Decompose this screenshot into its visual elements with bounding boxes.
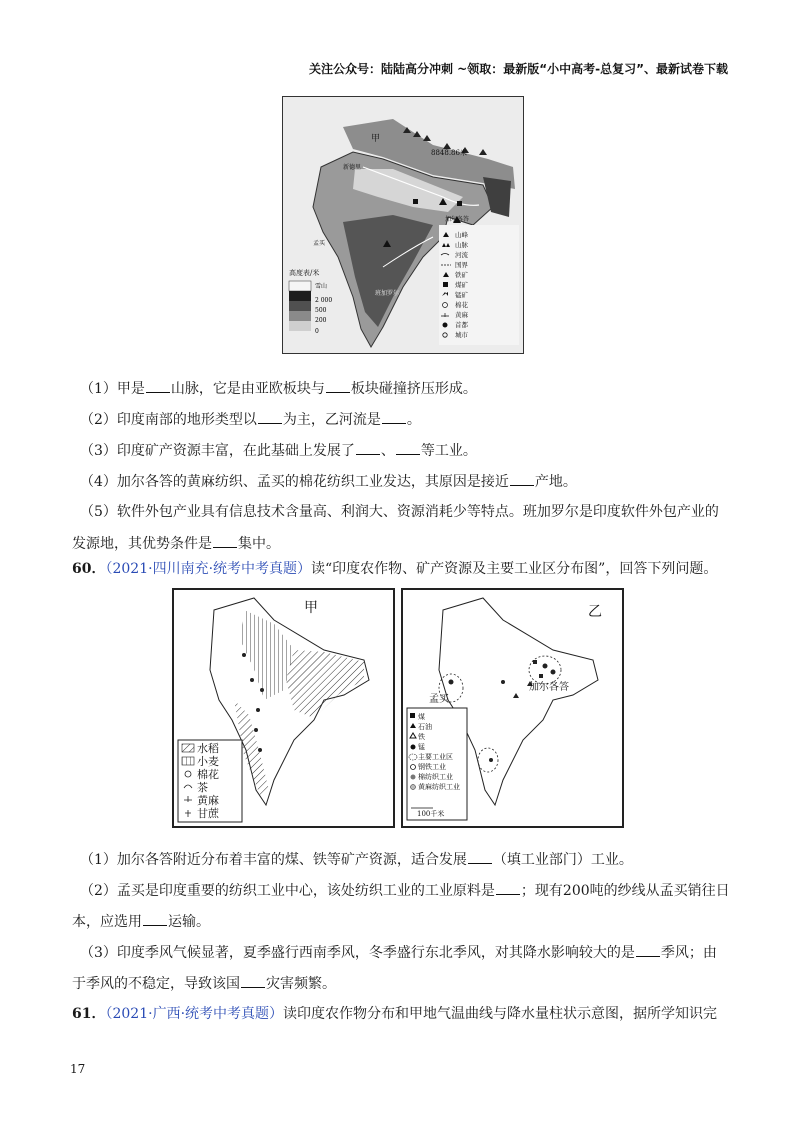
india-terrain-map-svg bbox=[283, 97, 523, 353]
label-jia: 甲 bbox=[371, 134, 381, 144]
svg-text:0: 0 bbox=[315, 328, 319, 335]
symbol-legend bbox=[439, 225, 519, 345]
question-59-5-line2: 发源地，其优势条件是 集中。 bbox=[72, 533, 280, 554]
label-delhi: 新德里 bbox=[343, 164, 362, 171]
crops-map-title: 甲 bbox=[304, 600, 318, 616]
svg-text:城市: 城市 bbox=[455, 331, 468, 339]
answer-blank[interactable] bbox=[326, 378, 350, 393]
svg-text:主要工业区: 主要工业区 bbox=[418, 753, 453, 761]
svg-text:山脉: 山脉 bbox=[455, 241, 468, 249]
svg-text:500: 500 bbox=[315, 307, 327, 314]
question-60-heading: 60．（2021·四川南充·统考中考真题）读“印度农作物、矿产资源及主要工业区分布图”，回答下列问题。 bbox=[72, 561, 718, 577]
question-source: （2021·广西·统考中考真题） bbox=[105, 1006, 284, 1022]
answer-blank[interactable] bbox=[146, 378, 170, 393]
svg-text:黄麻: 黄麻 bbox=[455, 311, 468, 319]
svg-text:山峰: 山峰 bbox=[455, 231, 468, 239]
label-kolkata: 加尔各答 bbox=[445, 216, 470, 223]
label-mumbai: 孟买 bbox=[429, 694, 449, 705]
svg-text:国界: 国界 bbox=[455, 261, 468, 269]
svg-text:雪山: 雪山 bbox=[315, 283, 328, 290]
svg-text:铁矿: 铁矿 bbox=[455, 271, 468, 279]
svg-text:石油: 石油 bbox=[418, 723, 432, 731]
label-kolkata: 加尔各答 bbox=[529, 682, 569, 693]
question-59-4: （4）加尔各答的黄麻纺织、孟买的棉花纺织工业发达，其原因是接近 产地。 bbox=[80, 471, 577, 492]
svg-text:首都: 首都 bbox=[455, 321, 468, 329]
svg-text:锰: 锰 bbox=[418, 743, 425, 751]
answer-blank[interactable] bbox=[258, 409, 282, 424]
answer-blank[interactable] bbox=[468, 849, 492, 864]
question-59-5-line1: （5）软件外包产业具有信息技术含量高、利润大、资源消耗少等特点。班加罗尔是印度软件外包产业的 bbox=[80, 504, 719, 520]
svg-text:甘蔗: 甘蔗 bbox=[197, 807, 219, 820]
svg-text:棉花: 棉花 bbox=[197, 768, 219, 781]
question-60-3-line1: （3）印度季风气候显著，夏季盛行西南季风，冬季盛行东北季风，对其降水影响较大的是 季风；由 bbox=[80, 942, 717, 963]
label-peak: 8848.86米 bbox=[431, 149, 467, 157]
question-source: （2021·四川南充·统考中考真题） bbox=[105, 561, 312, 577]
svg-text:锰矿: 锰矿 bbox=[455, 291, 468, 299]
question-59-3: （3）印度矿产资源丰富，在此基础上发展了 、 等工业。 bbox=[80, 440, 477, 461]
svg-text:200: 200 bbox=[315, 317, 327, 324]
question-59-2: （2）印度南部的地形类型以 为主，乙河流是 。 bbox=[80, 409, 421, 430]
svg-text:铁: 铁 bbox=[418, 733, 425, 741]
answer-blank[interactable] bbox=[636, 942, 660, 957]
label-mumbai: 孟买 bbox=[313, 240, 326, 247]
industry-map-panel bbox=[401, 588, 624, 828]
page-header: 关注公众号：陆陆高分冲刺 ~领取：最新版“小中高考-总复习”、最新试卷下载 bbox=[309, 62, 728, 76]
svg-text:茶: 茶 bbox=[197, 781, 208, 794]
question-60-2-line2: 本，应选用 运输。 bbox=[72, 911, 210, 932]
svg-text:小麦: 小麦 bbox=[197, 755, 219, 768]
label-bangalore: 班加罗尔 bbox=[375, 290, 400, 297]
svg-text:钢铁工业: 钢铁工业 bbox=[418, 763, 446, 771]
question-60-2-line1: （2）孟买是印度重要的纺织工业中心，该处纺织工业的工业原料是 ；现有200吨的纱线从孟买销往日 bbox=[80, 880, 730, 901]
svg-text:煤矿: 煤矿 bbox=[455, 281, 468, 289]
answer-blank[interactable] bbox=[396, 440, 420, 455]
answer-blank[interactable] bbox=[510, 471, 534, 486]
question-60-1: （1）加尔各答附近分布着丰富的煤、铁等矿产资源，适合发展 （填工业部门）工业。 bbox=[80, 849, 633, 870]
crops-map-panel bbox=[172, 588, 395, 828]
india-crops-industry-figure bbox=[172, 588, 630, 828]
svg-text:高度表/米: 高度表/米 bbox=[289, 269, 320, 277]
svg-text:水稻: 水稻 bbox=[197, 742, 219, 755]
answer-blank[interactable] bbox=[241, 973, 265, 988]
svg-text:2 000: 2 000 bbox=[315, 297, 333, 304]
answer-blank[interactable] bbox=[496, 880, 520, 895]
svg-text:煤: 煤 bbox=[418, 713, 425, 721]
svg-text:黄麻纺织工业: 黄麻纺织工业 bbox=[418, 783, 460, 791]
question-60-3-line2: 于季风的不稳定，导致该国 灾害频繁。 bbox=[72, 973, 336, 994]
svg-text:100千米: 100千米 bbox=[417, 810, 445, 818]
answer-blank[interactable] bbox=[356, 440, 380, 455]
industry-map-title: 乙 bbox=[588, 604, 602, 620]
answer-blank[interactable] bbox=[382, 409, 406, 424]
svg-text:棉花: 棉花 bbox=[455, 301, 468, 309]
svg-text:棉纺织工业: 棉纺织工业 bbox=[418, 773, 453, 781]
question-61-heading: 61．（2021·广西·统考中考真题）读印度农作物分布和甲地气温曲线与降水量柱状示意图，据所学知识完 bbox=[72, 1006, 718, 1022]
answer-blank[interactable] bbox=[143, 911, 167, 926]
question-59-1: （1）甲是 山脉，它是由亚欧板块与 板块碰撞挤压形成。 bbox=[80, 378, 477, 399]
answer-blank[interactable] bbox=[213, 533, 237, 548]
svg-text:黄麻: 黄麻 bbox=[197, 794, 219, 807]
india-terrain-map bbox=[282, 96, 524, 354]
page-number: 17 bbox=[70, 1062, 86, 1076]
svg-text:河流: 河流 bbox=[455, 251, 468, 259]
